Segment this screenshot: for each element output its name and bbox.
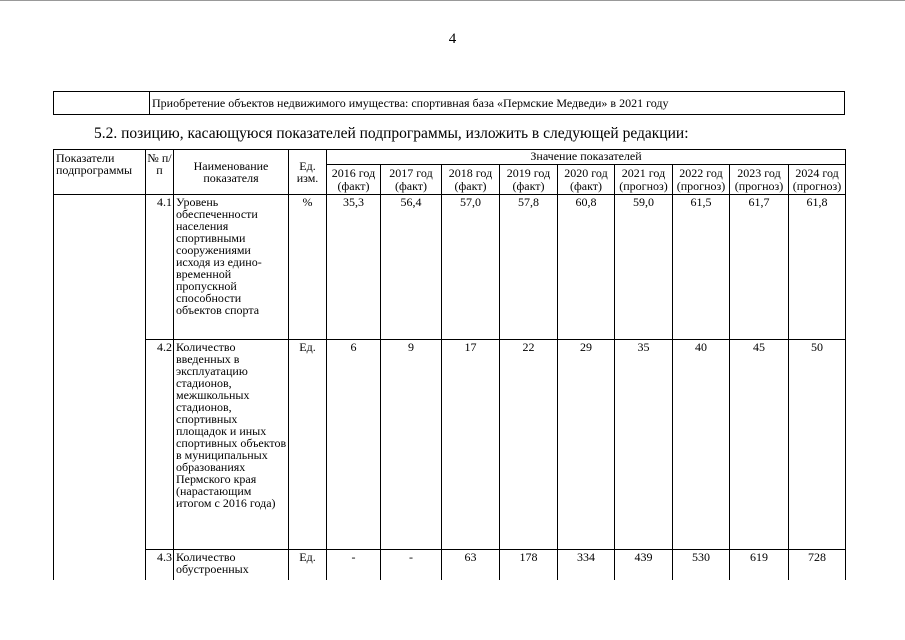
indicator-name: Уровень обеспеченности населения спортивными сооружениями исходя из едино-временной пропускной способности объектов спорта (174, 195, 289, 340)
row-number: 4.2 (146, 340, 174, 550)
indicator-name: Количество обустроенных (174, 550, 289, 580)
previous-table-empty-cell (54, 92, 150, 114)
value-2022: 61,5 (673, 195, 730, 340)
header-year-2020 (558, 165, 615, 195)
row-number: 4.1 (146, 195, 174, 340)
year-label: 2016 год (331, 166, 376, 180)
header-year-2017 (381, 165, 442, 195)
year-label: 2019 год (506, 166, 551, 180)
header-year-2023 (730, 165, 789, 195)
year-kind: (прогноз) (676, 179, 726, 193)
year-label: 2021 год (621, 166, 666, 180)
value-2016: 6 (327, 340, 381, 550)
instruction-paragraph: 5.2. позицию, касающуюся показателей подпрограммы, изложить в следующей редакции: (94, 125, 689, 142)
year-label: 2018 год (448, 166, 493, 180)
header-year-2018 (442, 165, 500, 195)
value-2019: 22 (500, 340, 558, 550)
header-number: № п/п (146, 150, 174, 195)
value-2023: 45 (730, 340, 789, 550)
table-row (54, 550, 846, 580)
table-row (54, 195, 846, 340)
value-2024: 61,8 (789, 195, 846, 340)
previous-table-text: Приобретение объектов недвижимого имущества: спортивная база «Пермские Медведи» в 2021 году (152, 96, 669, 110)
value-2020: 334 (558, 550, 615, 580)
header-name: Наименование показателя (174, 150, 289, 195)
value-2024: 728 (789, 550, 846, 580)
header-year-2022 (673, 165, 730, 195)
value-2023: 61,7 (730, 195, 789, 340)
value-2016: 35,3 (327, 195, 381, 340)
header-year-2021 (615, 165, 673, 195)
year-kind: (факт) (337, 179, 370, 193)
value-2019: 178 (500, 550, 558, 580)
year-kind: (факт) (394, 179, 427, 193)
year-label: 2023 год (737, 166, 781, 180)
page-top-edge (0, 0, 905, 1)
header-values-group: Значение показателей (327, 150, 846, 165)
value-2020: 29 (558, 340, 615, 550)
year-label: 2022 год (679, 166, 723, 180)
year-kind: (факт) (569, 179, 602, 193)
indicator-unit: Ед. (289, 550, 327, 580)
indicator-unit: Ед. (289, 340, 327, 550)
value-2016: - (327, 550, 381, 580)
header-year-2019 (500, 165, 558, 195)
year-label: 2024 год (795, 166, 839, 180)
row-number: 4.3 (146, 550, 174, 580)
indicator-unit: % (289, 195, 327, 340)
indicator-name: Количество введенных в эксплуатацию стадионов, межшкольных стадионов, спортивных площадок и иных спортивных объектов в муниципальных образованиях Пермского края (нарастающим итогом с 2016 года) (174, 340, 289, 550)
value-2022: 40 (673, 340, 730, 550)
value-2017: - (381, 550, 442, 580)
value-2018: 17 (442, 340, 500, 550)
value-2017: 9 (381, 340, 442, 550)
year-kind: (прогноз) (734, 179, 784, 193)
value-2021: 59,0 (615, 195, 673, 340)
value-2021: 35 (615, 340, 673, 550)
value-2024: 50 (789, 340, 846, 550)
value-2020: 60,8 (558, 195, 615, 340)
value-2018: 63 (442, 550, 500, 580)
header-subprogram: Показатели подпрограммы (54, 150, 146, 195)
year-kind: (прогноз) (792, 179, 842, 193)
year-kind: (прогноз) (619, 179, 668, 193)
previous-table-row (53, 91, 845, 115)
value-2023: 619 (730, 550, 789, 580)
year-label: 2020 год (564, 166, 608, 180)
table-row (54, 340, 846, 550)
value-2017: 56,4 (381, 195, 442, 340)
value-2021: 439 (615, 550, 673, 580)
subprogram-cell (54, 195, 146, 580)
page-number: 4 (448, 31, 457, 47)
value-2019: 57,8 (500, 195, 558, 340)
header-year-2016 (327, 165, 381, 195)
year-kind: (факт) (454, 179, 487, 193)
header-year-2024 (789, 165, 846, 195)
value-2018: 57,0 (442, 195, 500, 340)
year-kind: (факт) (512, 179, 545, 193)
indicators-table (53, 149, 846, 580)
header-unit: Ед. изм. (289, 150, 327, 195)
value-2022: 530 (673, 550, 730, 580)
year-label: 2017 год (389, 166, 433, 180)
